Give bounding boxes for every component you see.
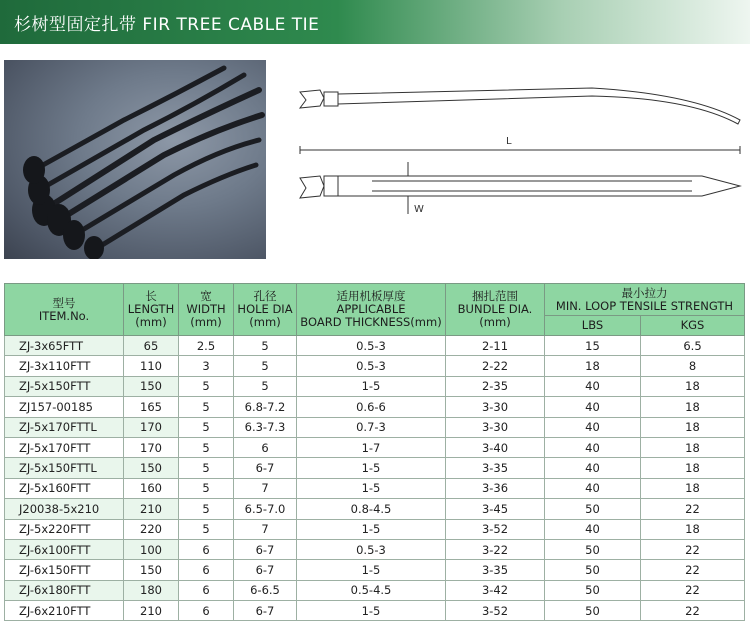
table-row <box>5 560 745 580</box>
cell-board: 0.5-3 <box>297 356 446 376</box>
cell-lbs: 40 <box>545 437 641 457</box>
cell-item: ZJ-5x170FTTL <box>5 417 124 437</box>
cell-length: 65 <box>124 336 179 356</box>
cell-hole: 7 <box>234 478 297 498</box>
cell-width: 5 <box>179 417 234 437</box>
cell-length: 210 <box>124 499 179 519</box>
cell-length: 170 <box>124 417 179 437</box>
header-tensile: 最小拉力 MIN. LOOP TENSILE STRENGTH <box>545 284 745 316</box>
cell-board: 1-7 <box>297 437 446 457</box>
cell-kgs: 18 <box>641 478 745 498</box>
cell-item: ZJ-5x150FTTL <box>5 458 124 478</box>
cell-length: 110 <box>124 356 179 376</box>
table-row <box>5 437 745 457</box>
cell-length: 170 <box>124 437 179 457</box>
table-row <box>5 478 745 498</box>
cell-item: ZJ-3x110FTT <box>5 356 124 376</box>
cell-kgs: 18 <box>641 458 745 478</box>
header-bundle: 捆扎范围 BUNDLE DIA. (mm) <box>446 284 545 336</box>
cell-bundle: 3-22 <box>446 539 545 559</box>
cell-hole: 7 <box>234 519 297 539</box>
cell-item: ZJ-5x160FTT <box>5 478 124 498</box>
cell-length: 180 <box>124 580 179 600</box>
cell-width: 5 <box>179 458 234 478</box>
cell-lbs: 50 <box>545 539 641 559</box>
cell-item: ZJ-5x150FTT <box>5 376 124 396</box>
cell-bundle: 3-35 <box>446 560 545 580</box>
cell-board: 1-5 <box>297 560 446 580</box>
cell-width: 6 <box>179 539 234 559</box>
cell-bundle: 2-35 <box>446 376 545 396</box>
cell-length: 150 <box>124 560 179 580</box>
cell-item: ZJ-5x170FTT <box>5 437 124 457</box>
cell-bundle: 3-52 <box>446 519 545 539</box>
cell-width: 5 <box>179 376 234 396</box>
cell-board: 0.7-3 <box>297 417 446 437</box>
cell-length: 100 <box>124 539 179 559</box>
cell-item: ZJ-6x150FTT <box>5 560 124 580</box>
header-kgs: KGS <box>641 316 745 336</box>
cell-kgs: 6.5 <box>641 336 745 356</box>
cell-hole: 5 <box>234 376 297 396</box>
cell-hole: 6-7 <box>234 458 297 478</box>
cell-board: 0.5-3 <box>297 539 446 559</box>
cell-hole: 5 <box>234 356 297 376</box>
cell-width: 6 <box>179 601 234 621</box>
cell-board: 0.6-6 <box>297 397 446 417</box>
table-row <box>5 376 745 396</box>
table-row <box>5 601 745 621</box>
length-label: L <box>506 136 512 147</box>
cell-width: 6 <box>179 560 234 580</box>
cell-lbs: 15 <box>545 336 641 356</box>
cell-board: 0.5-4.5 <box>297 580 446 600</box>
cell-hole: 6 <box>234 437 297 457</box>
cell-width: 5 <box>179 478 234 498</box>
cell-kgs: 18 <box>641 519 745 539</box>
header-lbs: LBS <box>545 316 641 336</box>
width-label: W <box>414 204 424 215</box>
cell-length: 160 <box>124 478 179 498</box>
cell-bundle: 3-40 <box>446 437 545 457</box>
cell-hole: 6-6.5 <box>234 580 297 600</box>
page-title: 杉树型固定扎带 FIR TREE CABLE TIE <box>14 15 320 35</box>
cell-length: 220 <box>124 519 179 539</box>
cell-lbs: 50 <box>545 601 641 621</box>
cell-board: 1-5 <box>297 376 446 396</box>
cell-item: ZJ157-00185 <box>5 397 124 417</box>
cell-board: 0.5-3 <box>297 336 446 356</box>
cell-hole: 6-7 <box>234 539 297 559</box>
cell-bundle: 3-42 <box>446 580 545 600</box>
cell-kgs: 8 <box>641 356 745 376</box>
cell-bundle: 3-36 <box>446 478 545 498</box>
table-row <box>5 539 745 559</box>
cell-board: 0.8-4.5 <box>297 499 446 519</box>
cell-hole: 6-7 <box>234 601 297 621</box>
cell-kgs: 18 <box>641 417 745 437</box>
cell-item: ZJ-5x220FTT <box>5 519 124 539</box>
cell-width: 6 <box>179 580 234 600</box>
cell-width: 5 <box>179 437 234 457</box>
table-row <box>5 336 745 356</box>
product-photo <box>4 60 266 259</box>
cell-kgs: 22 <box>641 539 745 559</box>
cell-length: 150 <box>124 376 179 396</box>
cell-item: ZJ-6x180FTT <box>5 580 124 600</box>
table-row <box>5 417 745 437</box>
cell-item: ZJ-3x65FTT <box>5 336 124 356</box>
cell-bundle: 3-45 <box>446 499 545 519</box>
cell-lbs: 40 <box>545 376 641 396</box>
cell-length: 210 <box>124 601 179 621</box>
cell-bundle: 3-35 <box>446 458 545 478</box>
cell-bundle: 3-30 <box>446 397 545 417</box>
cell-item: ZJ-6x100FTT <box>5 539 124 559</box>
cell-kgs: 22 <box>641 601 745 621</box>
cell-board: 1-5 <box>297 478 446 498</box>
cell-item: ZJ-6x210FTT <box>5 601 124 621</box>
cell-width: 3 <box>179 356 234 376</box>
cell-lbs: 40 <box>545 519 641 539</box>
cell-length: 165 <box>124 397 179 417</box>
cell-hole: 6.8-7.2 <box>234 397 297 417</box>
cell-item: J20038-5x210 <box>5 499 124 519</box>
cell-kgs: 22 <box>641 580 745 600</box>
table-row <box>5 499 745 519</box>
table-row <box>5 397 745 417</box>
cell-lbs: 40 <box>545 458 641 478</box>
cell-board: 1-5 <box>297 519 446 539</box>
cell-hole: 5 <box>234 336 297 356</box>
cell-board: 1-5 <box>297 458 446 478</box>
header-board: 适用机板厚度 APPLICABLE BOARD THICKNESS(mm) <box>297 284 446 336</box>
cell-lbs: 40 <box>545 417 641 437</box>
table-row <box>5 580 745 600</box>
cell-kgs: 18 <box>641 376 745 396</box>
cell-width: 2.5 <box>179 336 234 356</box>
table-row <box>5 356 745 376</box>
cell-kgs: 18 <box>641 437 745 457</box>
spec-table <box>4 283 745 621</box>
table-row <box>5 519 745 539</box>
header-hole: 孔径 HOLE DIA (mm) <box>234 284 297 336</box>
cell-hole: 6-7 <box>234 560 297 580</box>
cell-lbs: 50 <box>545 580 641 600</box>
cable-ties-image <box>4 60 266 259</box>
cell-width: 5 <box>179 519 234 539</box>
header-length: 长 LENGTH (mm) <box>124 284 179 336</box>
title-bar <box>0 0 750 44</box>
cell-bundle: 2-11 <box>446 336 545 356</box>
cell-width: 5 <box>179 397 234 417</box>
cell-hole: 6.5-7.0 <box>234 499 297 519</box>
cell-board: 1-5 <box>297 601 446 621</box>
cell-bundle: 3-30 <box>446 417 545 437</box>
cell-lbs: 18 <box>545 356 641 376</box>
cell-lbs: 50 <box>545 560 641 580</box>
cell-kgs: 22 <box>641 560 745 580</box>
technical-drawing <box>292 84 744 234</box>
cell-bundle: 2-22 <box>446 356 545 376</box>
table-row <box>5 458 745 478</box>
cell-length: 150 <box>124 458 179 478</box>
cell-kgs: 22 <box>641 499 745 519</box>
cell-width: 5 <box>179 499 234 519</box>
cell-lbs: 40 <box>545 397 641 417</box>
cell-kgs: 18 <box>641 397 745 417</box>
header-item: 型号 ITEM.No. <box>5 284 124 336</box>
header-width: 宽 WIDTH (mm) <box>179 284 234 336</box>
cell-bundle: 3-52 <box>446 601 545 621</box>
cell-hole: 6.3-7.3 <box>234 417 297 437</box>
cell-lbs: 50 <box>545 499 641 519</box>
cell-lbs: 40 <box>545 478 641 498</box>
